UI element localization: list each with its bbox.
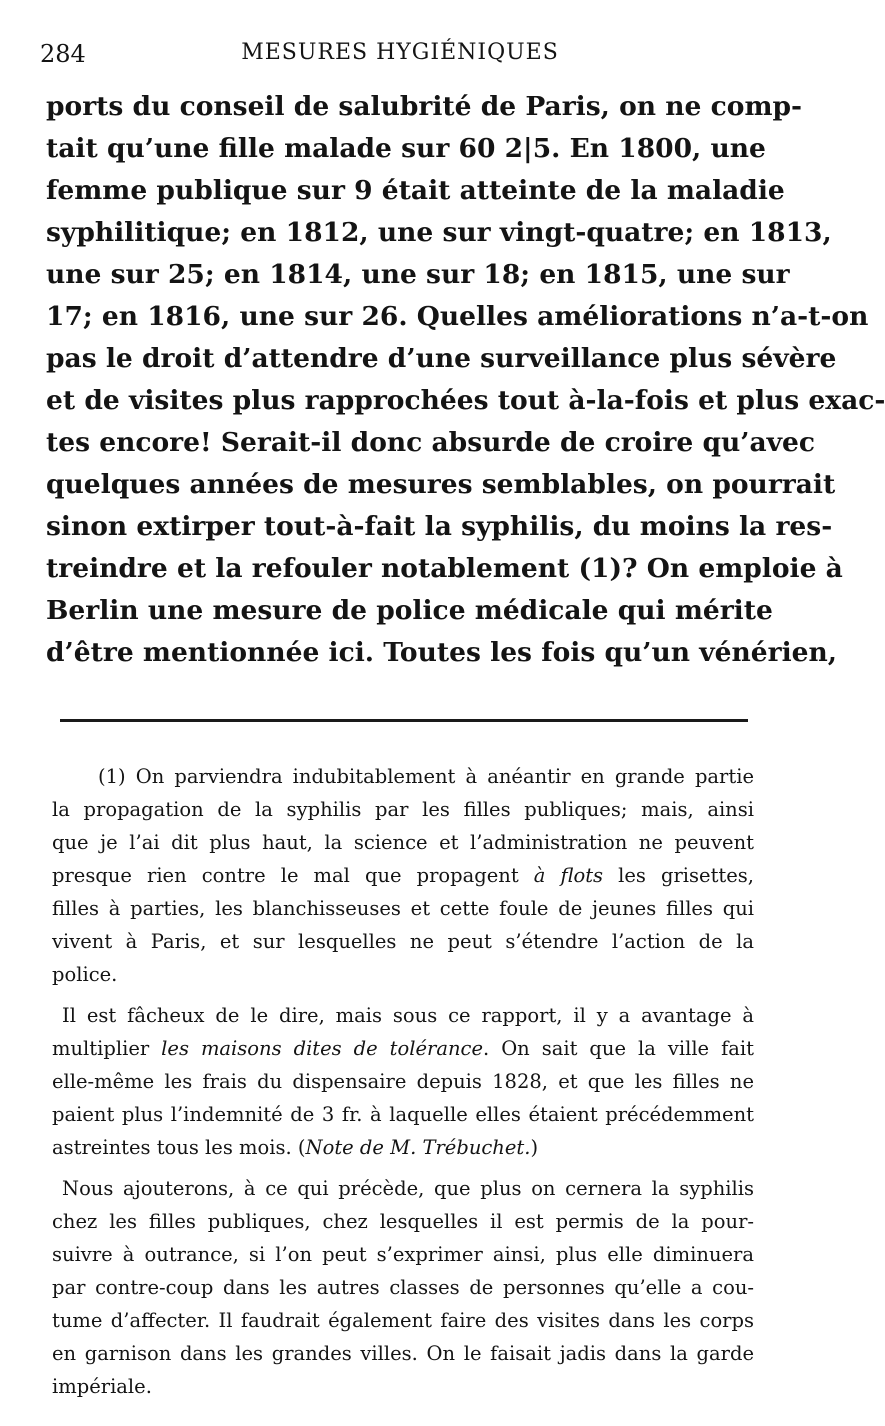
footnote-paragraph bbox=[52, 1172, 754, 1403]
page-number: 284 bbox=[40, 40, 86, 68]
footnote-line-end: . On sait que la ville fait bbox=[483, 1037, 754, 1060]
footnote-line: vivent à Paris, et sur lesquelles ne peut s’étendre l’action de la bbox=[52, 930, 754, 953]
italic-phrase: à flots bbox=[533, 864, 604, 887]
footnote-line: paient plus l’indemnité de 3 fr. à laquelle elles étaient précédemment bbox=[52, 1103, 754, 1126]
main-text bbox=[46, 86, 885, 674]
footnote-line: impériale. bbox=[52, 1375, 152, 1398]
footnote-paragraph bbox=[52, 760, 754, 991]
footnote-line-end: ) bbox=[530, 1136, 539, 1159]
text-line: ports du conseil de salubrité de Paris, on ne comp- bbox=[46, 91, 803, 122]
footnote-line-end: les grisettes, bbox=[603, 864, 755, 887]
text-line: tes encore! Serait-il donc absurde de croire qu’avec bbox=[46, 427, 816, 458]
running-title: MESURES HYGIÉNIQUES bbox=[241, 40, 559, 65]
footnote-line bbox=[52, 1131, 754, 1164]
text-line: sinon extirper tout-à-fait la syphilis, du moins la res- bbox=[46, 511, 833, 542]
text-line: d’être mentionnée ici. Toutes les fois qu’un vénérien, bbox=[46, 637, 838, 668]
footnote-line: Il est fâcheux de le dire, mais sous ce rapport, il y a avantage à bbox=[62, 1004, 754, 1027]
italic-phrase: Note de M. Trébuchet. bbox=[305, 1136, 531, 1159]
text-line: tait qu’une fille malade sur 60 2|5. En 1800, une bbox=[46, 133, 766, 164]
footnote-line: en garnison dans les grandes villes. On le faisait jadis dans la garde bbox=[52, 1342, 754, 1365]
footnote-line: par contre-coup dans les autres classes de personnes qu’elle a cou- bbox=[52, 1276, 754, 1299]
footnote-line: chez les filles publiques, chez lesquelles il est permis de la pour- bbox=[52, 1210, 754, 1233]
footnote-line: tume d’affecter. Il faudrait également faire des visites dans les corps bbox=[52, 1309, 754, 1332]
footnote-line: police. bbox=[52, 963, 118, 986]
footnote-line: la propagation de la syphilis par les filles publiques; mais, ainsi bbox=[52, 798, 754, 821]
text-line: une sur 25; en 1814, une sur 18; en 1815, une sur bbox=[46, 259, 790, 290]
text-line: femme publique sur 9 était atteinte de la maladie bbox=[46, 175, 785, 206]
footnote-line: suivre à outrance, si l’on peut s’exprimer ainsi, plus elle diminuera bbox=[52, 1243, 754, 1266]
footnote-paragraph bbox=[52, 999, 754, 1164]
footnote-line: (1) On parviendra indubitablement à anéantir en grande partie bbox=[98, 765, 754, 788]
footnote-line: Nous ajouterons, à ce qui précède, que plus on cernera la syphilis bbox=[62, 1177, 754, 1200]
footnote-line bbox=[52, 859, 754, 892]
footnote-line-start: presque rien contre le mal que propagent bbox=[52, 864, 534, 887]
text-line: et de visites plus rapprochées tout à-la-fois et plus exac- bbox=[46, 385, 885, 416]
footnote-section bbox=[52, 760, 754, 1403]
footnote-divider bbox=[60, 719, 748, 722]
text-line: quelques années de mesures semblables, on pourrait bbox=[46, 469, 836, 500]
footnote-line bbox=[52, 1032, 754, 1065]
footnote-line: filles à parties, les blanchisseuses et cette foule de jeunes filles qui bbox=[52, 897, 754, 920]
footnote-line-start: multiplier bbox=[52, 1037, 162, 1060]
text-line: Berlin une mesure de police médicale qui mérite bbox=[46, 595, 773, 626]
footnote-line: que je l’ai dit plus haut, la science et l’administration ne peuvent bbox=[52, 831, 754, 854]
footnote-line: elle-même les frais du dispensaire depuis 1828, et que les filles ne bbox=[52, 1070, 754, 1093]
page-header bbox=[40, 40, 760, 76]
text-line: treindre et la refouler notablement (1)? On emploie à bbox=[46, 553, 843, 584]
italic-phrase: les maisons dites de tolérance bbox=[161, 1037, 484, 1060]
text-line: 17; en 1816, une sur 26. Quelles améliorations n’a-t-on bbox=[46, 301, 869, 332]
text-line: pas le droit d’attendre d’une surveillance plus sévère bbox=[46, 343, 837, 374]
text-line: syphilitique; en 1812, une sur vingt-quatre; en 1813, bbox=[46, 217, 832, 248]
footnote-line-start: astreintes tous les mois. ( bbox=[52, 1136, 306, 1159]
